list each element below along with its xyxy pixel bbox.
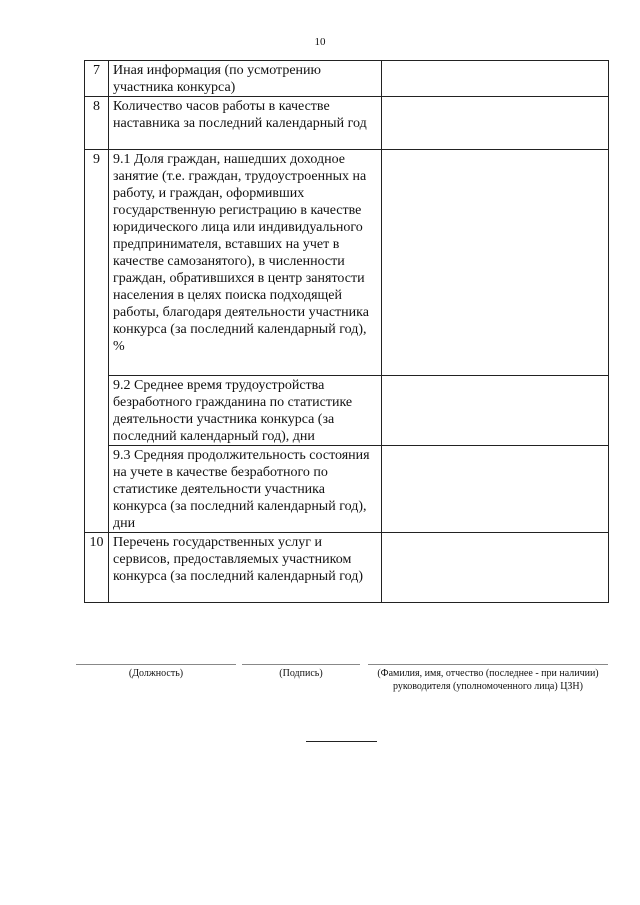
table-row: [85, 533, 609, 603]
row-value-cell[interactable]: [382, 61, 609, 97]
row-number: 8: [85, 97, 109, 150]
position-label: (Должность): [128, 668, 184, 679]
row-label: 9.3 Средняя продолжительность состояния на учете в качестве безработного по статистике деятельности участника конкурса (за последний календарный год), дни: [109, 446, 382, 533]
row-label: 9.1 Доля граждан, нашедших доходное занятие (т.е. граждан, трудоустроенных на работу, и граждан, оформивших государственную регистрацию в качестве юридического лица или индивидуального предпринимателя, вставших на учет в качестве самозанятого), в численности граждан, обратившихся в центр занятости населения в целях поиска подходящей работы, благодаря деятельности участника конкурса (за последний календарный год), %: [109, 150, 382, 376]
table-row: [85, 97, 609, 150]
row-number: 10: [85, 533, 109, 603]
closing-rule: [306, 741, 377, 742]
table-row: [85, 61, 609, 97]
name-label-line2: руководителя (уполномоченного лица) ЦЗН): [393, 681, 583, 692]
signature-line: [242, 664, 360, 665]
name-label-line1: (Фамилия, имя, отчество (последнее - при наличии): [377, 668, 599, 679]
name-label: [366, 667, 610, 693]
row-number: 7: [85, 61, 109, 97]
row-label: Перечень государственных услуг и сервисов, предоставляемых участником конкурса (за последний календарный год): [109, 533, 382, 603]
signature-label: (Подпись): [279, 668, 323, 679]
row-value-cell[interactable]: [382, 150, 609, 376]
table-row: [85, 376, 609, 446]
row-value-cell[interactable]: [382, 533, 609, 603]
row-value-cell[interactable]: [382, 97, 609, 150]
name-line: [368, 664, 608, 665]
row-label: Количество часов работы в качестве наставника за последний календарный год: [109, 97, 382, 150]
row-value-cell[interactable]: [382, 446, 609, 533]
row-number: 9: [85, 150, 109, 533]
info-table: [84, 60, 609, 603]
row-label: Иная информация (по усмотрению участника конкурса): [109, 61, 382, 97]
row-label: 9.2 Среднее время трудоустройства безработного гражданина по статистике деятельности участника конкурса (за последний календарный год), дни: [109, 376, 382, 446]
table-row: [85, 150, 609, 376]
page-number: 10: [314, 36, 326, 48]
position-line: [76, 664, 236, 665]
table-row: [85, 446, 609, 533]
row-value-cell[interactable]: [382, 376, 609, 446]
